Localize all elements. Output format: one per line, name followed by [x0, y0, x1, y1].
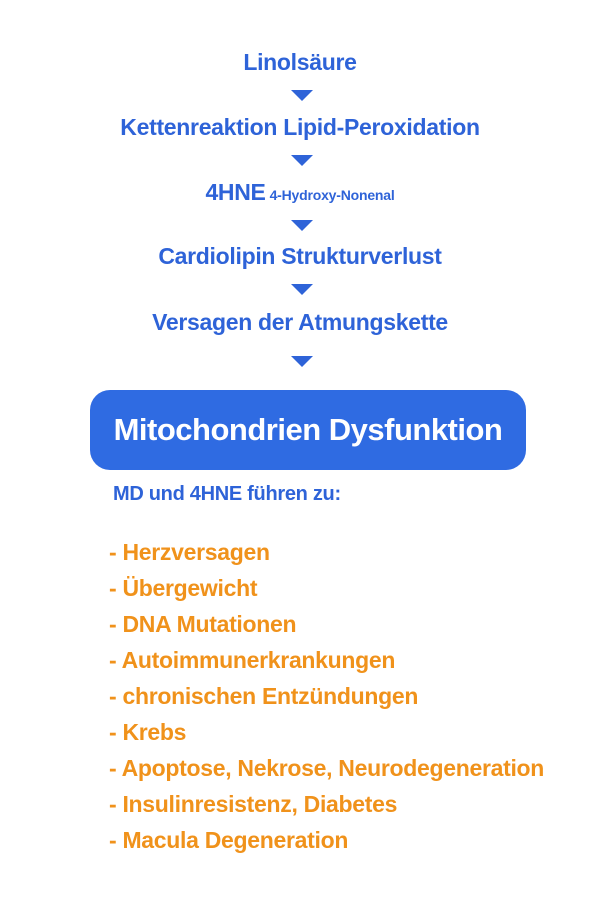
list-item: - Herzversagen [109, 539, 270, 565]
step-label: Cardiolipin Strukturverlust [158, 243, 442, 269]
list-item: - Insulinresistenz, Diabetes [109, 791, 398, 817]
list-item: - Krebs [109, 719, 187, 745]
step-4hne [0, 179, 600, 206]
step-linolsaeure [0, 49, 600, 76]
list-item: - Autoimmunerkrankungen [109, 647, 396, 673]
step-sublabel: 4-Hydroxy-Nonenal [269, 187, 395, 203]
result-label: Mitochondrien Dysfunktion [113, 412, 503, 447]
arrow-down-icon [291, 356, 313, 367]
result-box [90, 390, 526, 470]
arrow-down-icon [291, 155, 313, 166]
step-label: Kettenreaktion Lipid-Peroxidation [120, 114, 480, 140]
step-label: 4HNE [205, 179, 266, 205]
arrow-down-icon [291, 90, 313, 101]
step-label: Versagen der Atmungskette [152, 309, 448, 335]
list-item: - Apoptose, Nekrose, Neurodegeneration [109, 755, 545, 781]
arrow-down-icon [291, 284, 313, 295]
list-item: - chronischen Entzündungen [109, 683, 419, 709]
list-item: - Macula Degeneration [109, 827, 349, 853]
step-cardiolipin [0, 243, 600, 270]
arrow-down-icon [291, 220, 313, 231]
effects-list [109, 534, 544, 858]
step-label: Linolsäure [243, 49, 357, 75]
step-lipid-peroxidation [0, 114, 600, 141]
list-item: - DNA Mutationen [109, 611, 297, 637]
list-item: - Übergewicht [109, 575, 258, 601]
leads-to-heading: MD und 4HNE führen zu: [113, 483, 341, 505]
step-atmungskette [0, 309, 600, 336]
